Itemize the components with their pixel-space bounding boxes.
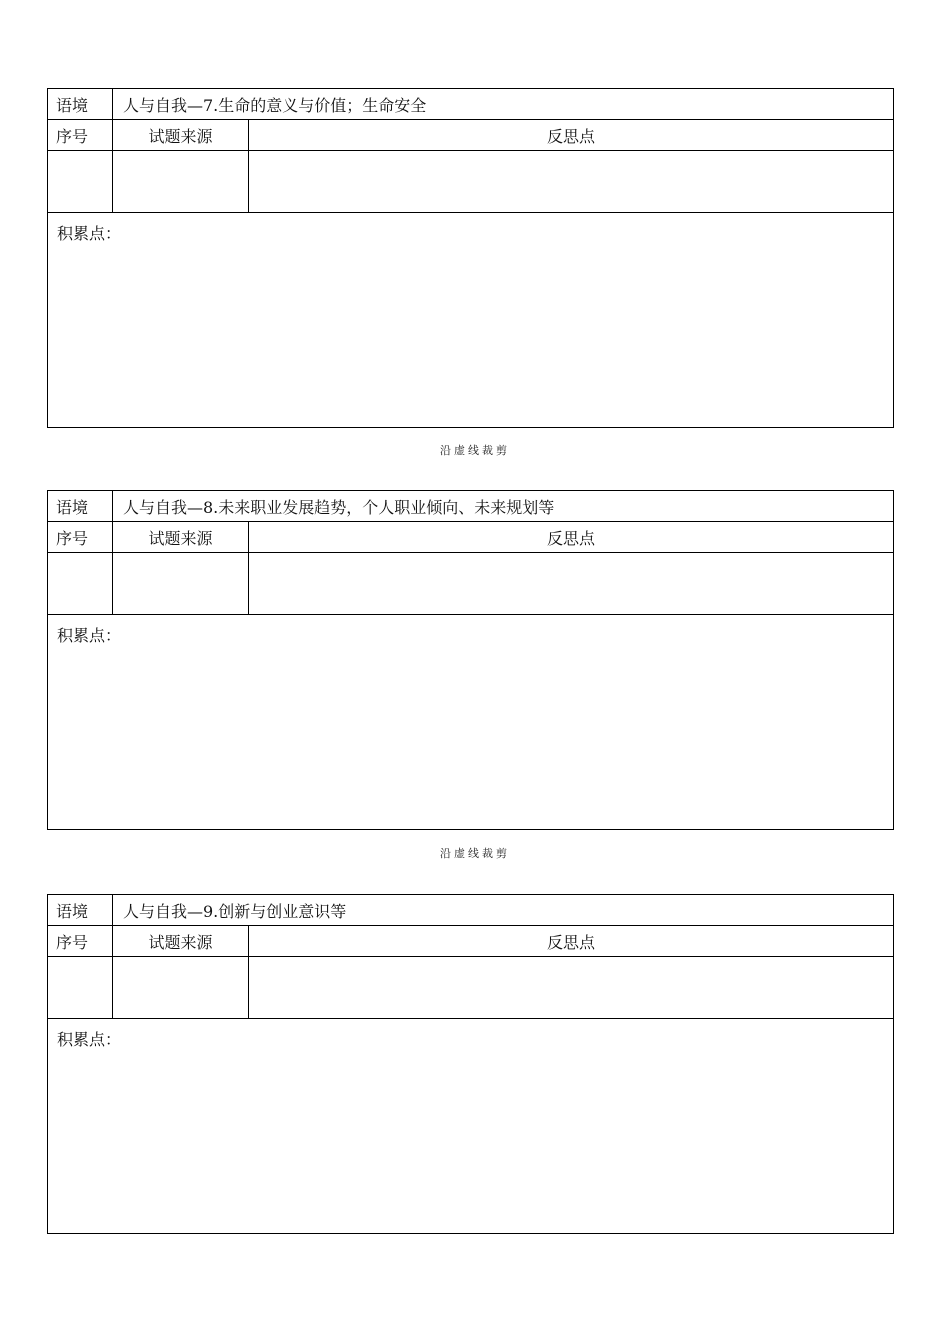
index-cell[interactable]	[48, 957, 113, 1018]
context-row	[48, 895, 893, 926]
reflection-card-3	[47, 894, 894, 1234]
cut-line-label: 沿虚线裁剪	[440, 847, 510, 860]
column-header-row	[48, 522, 893, 553]
context-value: 人与自我—8.未来职业发展趋势，个人职业倾向、未来规划等	[123, 497, 555, 517]
source-cell[interactable]	[113, 553, 249, 614]
cut-line-label: 沿虚线裁剪	[440, 444, 510, 457]
context-value: 人与自我—7.生命的意义与价值；生命安全	[123, 95, 427, 115]
reflection-header: 反思点	[546, 126, 595, 146]
index-header: 序号	[48, 120, 113, 150]
notes-area[interactable]	[48, 1019, 893, 1233]
source-header: 试题来源	[113, 522, 249, 552]
reflection-cell[interactable]	[249, 151, 893, 212]
context-row	[48, 89, 893, 120]
index-cell[interactable]	[48, 553, 113, 614]
notes-label: 积累点：	[57, 626, 122, 645]
notes-label: 积累点：	[57, 1030, 122, 1049]
entry-row	[48, 151, 893, 213]
context-row	[48, 491, 893, 522]
entry-row	[48, 553, 893, 615]
context-label: 语境	[48, 89, 113, 119]
source-header: 试题来源	[113, 926, 249, 956]
reflection-card-2	[47, 490, 894, 830]
column-header-row	[48, 120, 893, 151]
notes-area[interactable]	[48, 615, 893, 829]
reflection-header: 反思点	[546, 932, 595, 952]
context-label: 语境	[48, 491, 113, 521]
column-header-row	[48, 926, 893, 957]
index-header: 序号	[48, 926, 113, 956]
index-header: 序号	[48, 522, 113, 552]
index-cell[interactable]	[48, 151, 113, 212]
source-cell[interactable]	[113, 151, 249, 212]
context-value: 人与自我—9.创新与创业意识等	[123, 901, 347, 921]
context-label: 语境	[48, 895, 113, 925]
reflection-card-1	[47, 88, 894, 428]
entry-row	[48, 957, 893, 1019]
reflection-cell[interactable]	[249, 957, 893, 1018]
reflection-cell[interactable]	[249, 553, 893, 614]
notes-area[interactable]	[48, 213, 893, 427]
reflection-header: 反思点	[546, 528, 595, 548]
notes-label: 积累点：	[57, 224, 122, 243]
source-cell[interactable]	[113, 957, 249, 1018]
source-header: 试题来源	[113, 120, 249, 150]
